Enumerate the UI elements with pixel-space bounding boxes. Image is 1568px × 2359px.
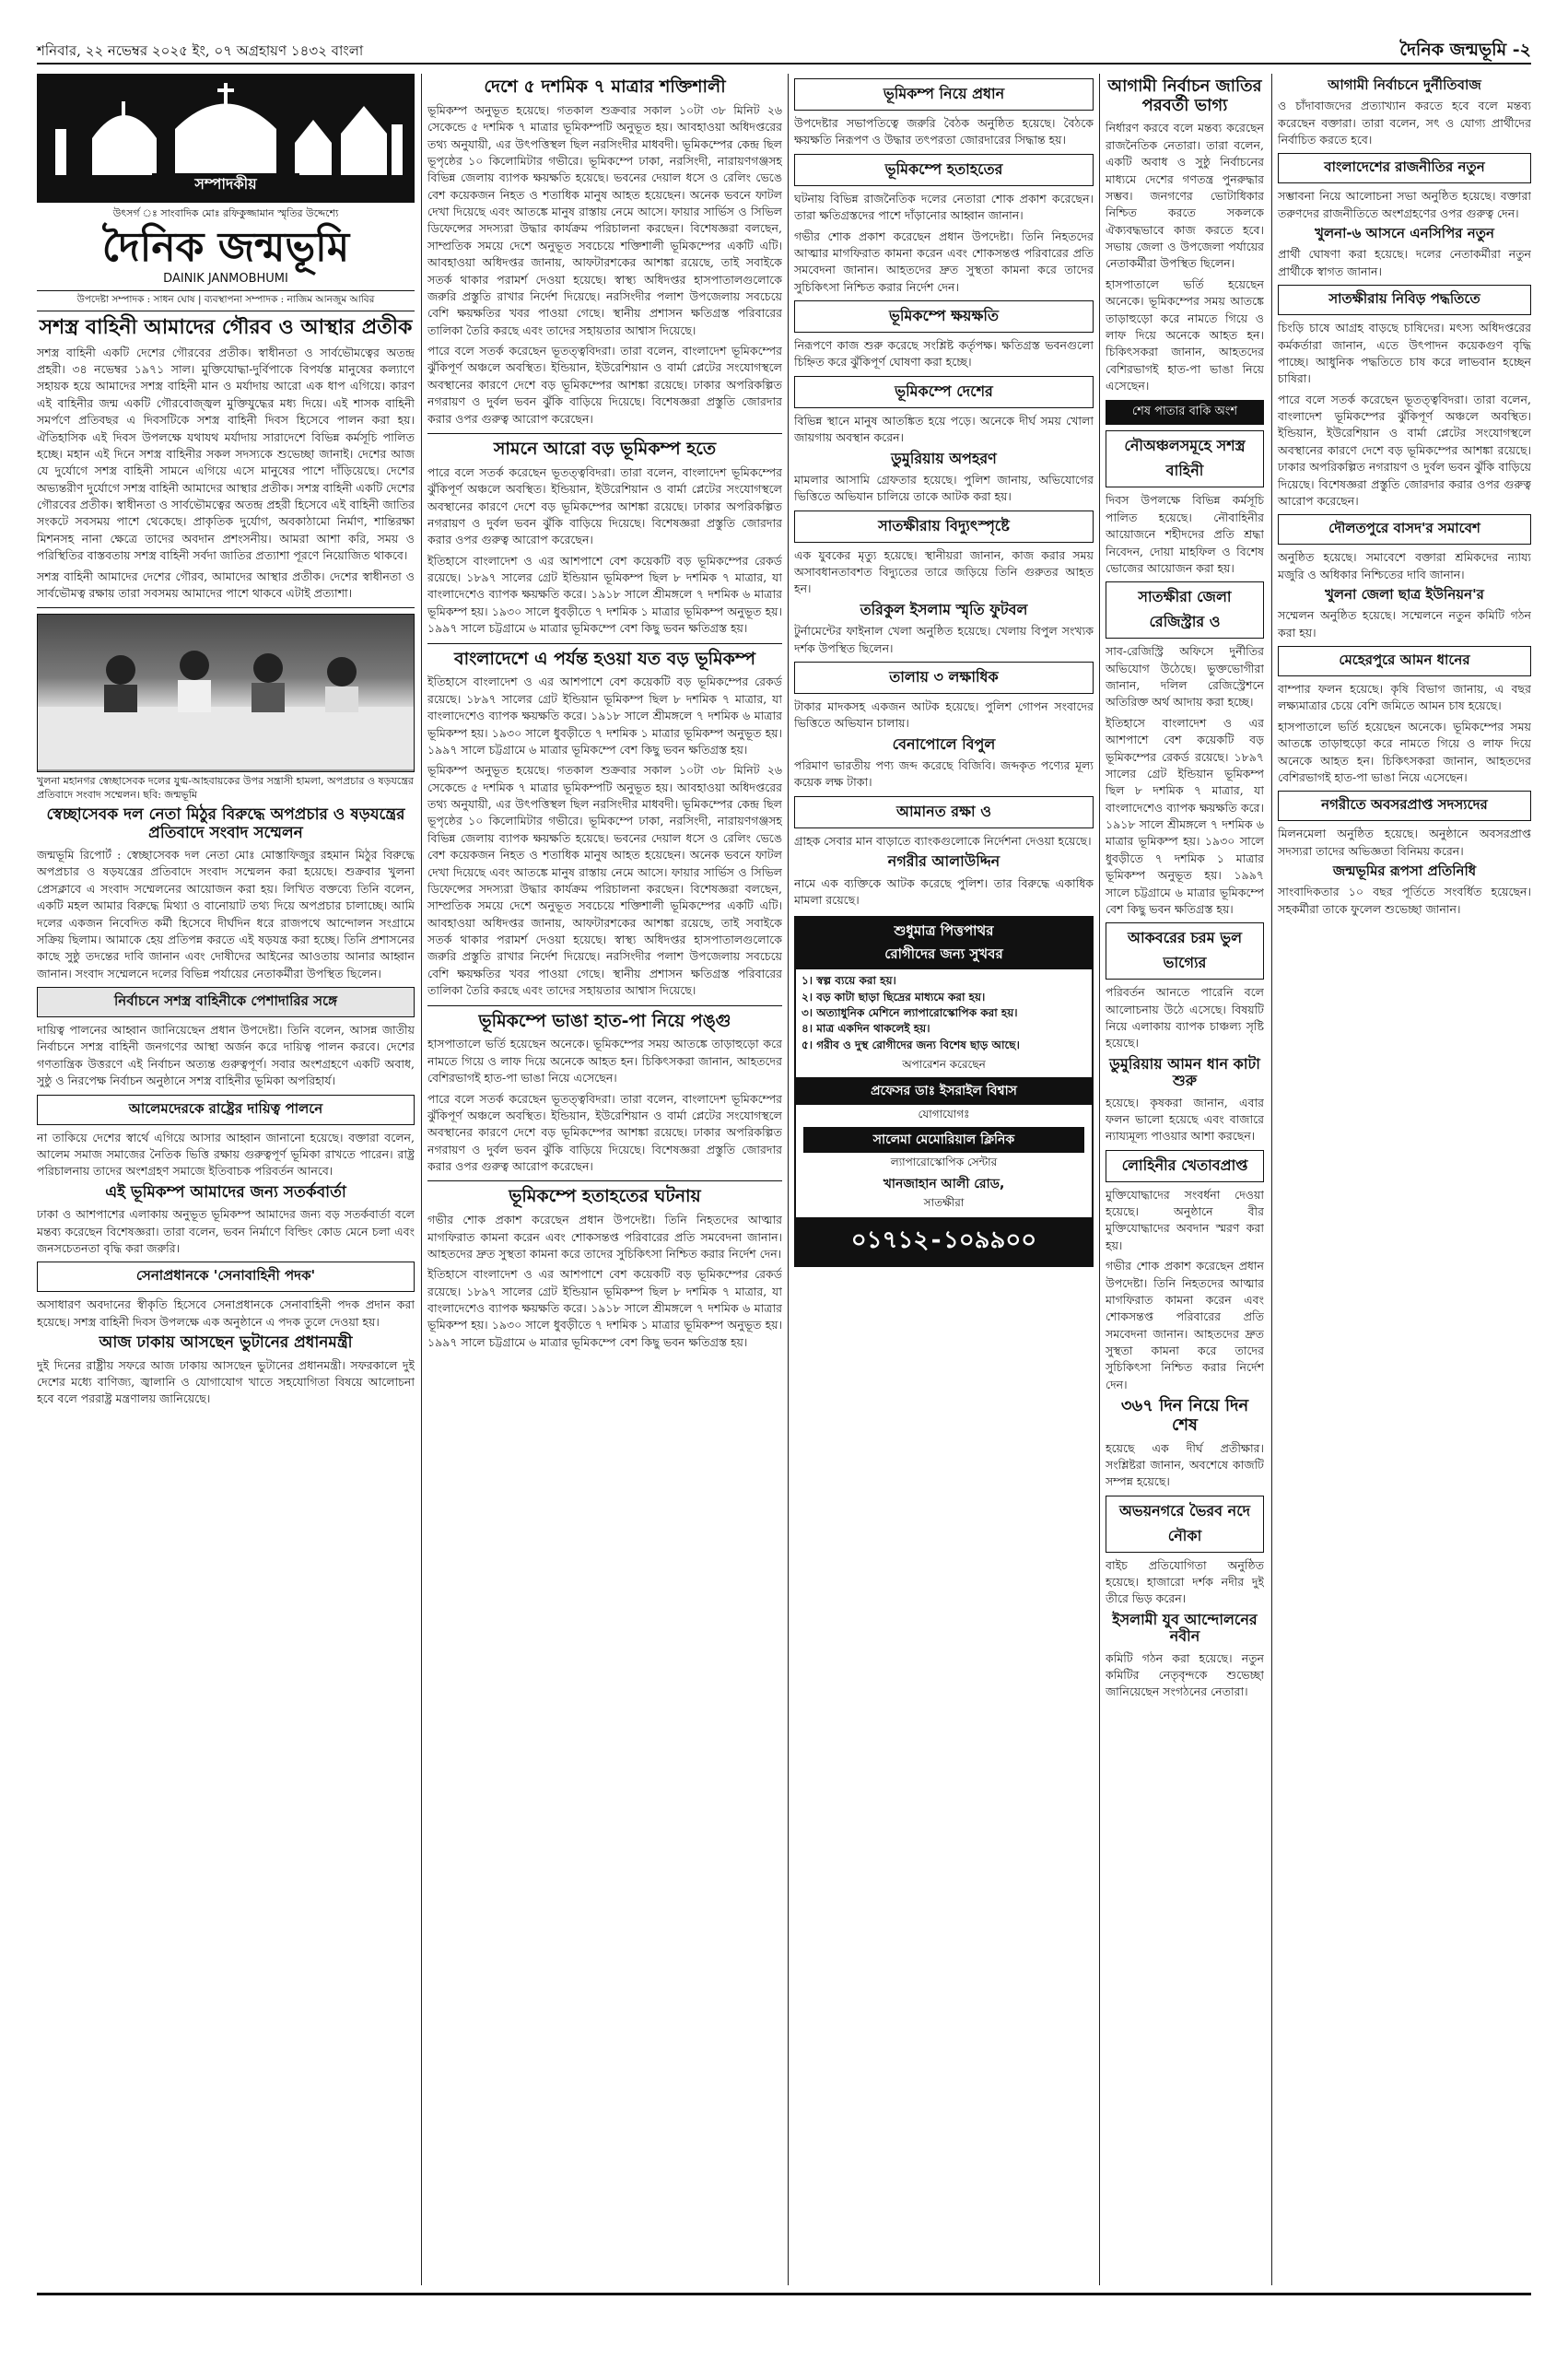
story-body: দুই দিনের রাষ্ট্রীয় সফরে আজ ঢাকায় আসছেন ভুটানের প্রধানমন্ত্রী। সফরকালে দুই দেশের মধ্যে বাণিজ্য, জ্বালানি ও যোগাযোগ খাতে সহযোগিতা বিষয়ে আলোচনা হবে বলে পররাষ্ট্র মন্ত্রণালয় জানিয়েছে। — [37, 1357, 415, 1406]
ad-item: ৪। মাত্র একদিন থাকলেই হয়। — [802, 1022, 930, 1036]
story-headline: ভূমিকম্পে দেশের — [794, 376, 1094, 408]
masthead-english: DAINIK JANMOBHUMI — [163, 272, 288, 287]
editorial-column — [37, 74, 415, 2285]
story-body: পরিমাণ ভারতীয় পণ্য জব্দ করেছে বিজিবি। জব্দকৃত পণ্যের মূল্য কয়েক লক্ষ টাকা। — [794, 758, 1094, 790]
ad-item: ৫। গরীব ও দুস্থ রোগীদের জন্য বিশেষ ছাড় আছে। — [802, 1038, 1020, 1051]
story-body: গভীর শোক প্রকাশ করেছেন প্রধান উপদেষ্টা। তিনি নিহতদের আত্মার মাগফিরাত কামনা করেন এবং শোকসন্তপ্ত পরিবারের প্রতি সমবেদনা জানান। আহতদের দ্রুত সুস্থতা কামনা করে তাদের সুচিকিৎসা নিশ্চিত করার নির্দেশ দেন। — [427, 1213, 782, 1261]
ad-road: খানজাহান আলী রোড, — [883, 1177, 1005, 1192]
story-body: গভীর শোক প্রকাশ করেছেন প্রধান উপদেষ্টা। তিনি নিহতদের আত্মার মাগফিরাত কামনা করেন এবং শোকসন্তপ্ত পরিবারের প্রতি সমবেদনা জানান। আহতদের দ্রুত সুস্থতা কামনা করে তাদের সুচিকিৎসা নিশ্চিত করার নির্দেশ দেন। — [1106, 1259, 1264, 1391]
story-body: মিলনমেলা অনুষ্ঠিত হয়েছে। অনুষ্ঠানে অবসরপ্রাপ্ত সদস্যরা তাদের অভিজ্ঞতা বিনিময় করেন। — [1278, 827, 1531, 858]
story-body: ভূমিকম্প অনুভূত হয়েছে। গতকাল শুক্রবার সকাল ১০টা ৩৮ মিনিট ২৬ সেকেন্ডে ৫ দশমিক ৭ মাত্রার ভূমিকম্পটি অনুভূত হয়। আবহাওয়া অধিদপ্তরের তথ্য অনুযায়ী, এর উৎপত্তিস্থল ছিল নরসিংদীর মাধবদী। ভূমিকম্পের কেন্দ্র ছিল ভূপৃষ্ঠের ১০ কিলোমিটার গভীরে। ভূমিকম্পে ঢাকা, নরসিংদী, নারায়ণগঞ্জসহ বিভিন্ন জেলায় ব্যাপক ক্ষয়ক্ষতি হয়েছে। ভবনের দেয়াল ধসে ও রেলিং ভেঙে বেশ কয়েকজন নিহত ও শতাধিক মানুষ আহত হয়েছেন। অনেক ভবনে ফাটল দেখা দিয়েছে এবং আতঙ্কে মানুষ রাস্তায় নেমে আসে। ফায়ার সার্ভিস ও সিভিল ডিফেন্সের সদস্যরা উদ্ধার কার্যক্রম পরিচালনা করছেন। বিশেষজ্ঞরা বলছেন, সাম্প্রতিক সময়ে দেশে অনুভূত সবচেয়ে শক্তিশালী ভূমিকম্পের একটি এটি। আবহাওয়া অধিদপ্তর জানায়, আফটারশকের আশঙ্কা রয়েছে, তাই সবাইকে সতর্ক থাকার পরামর্শ দেওয়া হয়েছে। স্বাস্থ্য অধিদপ্তর হাসপাতালগুলোকে জরুরি প্রস্তুতি রাখার নির্দেশ দিয়েছে। নরসিংদীর পলাশ উপজেলায় সবচেয়ে বেশি ক্ষয়ক্ষতির খবর পাওয়া গেছে। স্থানীয় প্রশাসন ক্ষতিগ্রস্ত পরিবারের তালিকা তৈরি করছে এবং তাদের সহায়তার আশ্বাস দিয়েছে। — [427, 102, 782, 337]
ad-doctor: প্রফেসর ডাঃ ইসরাইল বিশ্বাস — [796, 1077, 1092, 1105]
story-body: ইতিহাসে বাংলাদেশ ও এর আশপাশে বেশ কয়েকটি বড় ভূমিকম্পের রেকর্ড রয়েছে। ১৮৯৭ সালের গ্রেট ইন্ডিয়ান ভূমিকম্প ছিল ৮ দশমিক ৭ মাত্রার, যা বাংলাদেশেও ব্যাপক ক্ষয়ক্ষতি করে। ১৯১৮ সালে শ্রীমঙ্গলে ৭ দশমিক ৬ মাত্রার ভূমিকম্প হয়। ১৯৩০ সালে ধুবড়ীতে ৭ দশমিক ১ মাত্রার ভূমিকম্প অনুভূত হয়। ১৯৯৭ সালে চট্টগ্রামে ৬ মাত্রার ভূমিকম্পে বেশ কিছু ভবন ক্ষতিগ্রস্ত হয়। — [427, 553, 782, 636]
story-headline: ৩৬৭ দিন নিয়ে দিন শেষ — [1120, 1396, 1249, 1435]
story-body: চিংড়ি চাষে আগ্রহ বাড়ছে চাষিদের। মৎস্য অধিদপ্তরের কর্মকর্তারা জানান, এতে উৎপাদন কয়েকগুণ বৃদ্ধি পাচ্ছে। আধুনিক পদ্ধতিতে চাষ করে লাভবান হচ্ছেন চাষিরা। — [1278, 321, 1531, 386]
story-headline: আমানত রক্ষা ও — [794, 796, 1094, 828]
divider — [427, 1180, 782, 1181]
story-headline: ডুমুরিয়ায় অপহরণ — [891, 449, 997, 467]
column-2 — [427, 74, 782, 2285]
story-headline: আকবরের চরম ভুল ভাগ্যের — [1106, 922, 1264, 980]
divider — [427, 1005, 782, 1006]
divider — [427, 433, 782, 434]
column-4 — [1106, 74, 1264, 2285]
ad-item: ২। বড় কাটা ছাড়া ছিদ্রের মাধ্যমে করা হয়। — [802, 990, 986, 1003]
story-headline: খুলনা-৬ আসনে এনসিপির নতুন — [1315, 225, 1494, 242]
story-body: উপদেষ্টার সভাপতিত্বে জরুরি বৈঠক অনুষ্ঠিত হয়েছে। বৈঠকে ক্ষয়ক্ষতি নিরূপণ ও উদ্ধার তৎপরতা জোরদারের সিদ্ধান্ত হয়। — [794, 116, 1094, 147]
ad-surgeon-label: অপারেশন করেছেন — [902, 1058, 986, 1072]
story-body: টুর্নামেন্টের ফাইনাল খেলা অনুষ্ঠিত হয়েছে। খেলায় বিপুল সংখ্যক দর্শক উপস্থিত ছিলেন। — [794, 624, 1094, 655]
story-body: অনুষ্ঠিত হয়েছে। সমাবেশে বক্তারা শ্রমিকদের ন্যায্য মজুরি ও অধিকার নিশ্চিতের দাবি জানান। — [1278, 550, 1531, 581]
editorial-closing: সশস্ত্র বাহিনী আমাদের দেশের গৌরব, আমাদের আস্থার প্রতীক। দেশের স্বাধীনতা ও সার্বভৌমত্ব রক্ষায় তারা সবসময় আমাদের পাশে থাকবে এটাই প্রত্যাশা। — [37, 569, 415, 600]
ad-clinic: সালেমা মেমোরিয়াল ক্লিনিক — [803, 1127, 1084, 1153]
story-headline: সাতক্ষীরা জেলা রেজিস্ট্রার ও — [1106, 581, 1264, 639]
story-headline: ভূমিকম্পে হতাহতের ঘটনায় — [509, 1186, 701, 1207]
story-body: ও চাঁদাবাজদের প্রত্যাখ্যান করতে হবে বলে মন্তব্য করেছেন বক্তারা। তারা বলেন, সৎ ও যোগ্য প্রার্থীদের নির্বাচিত করতে হবে। — [1278, 99, 1531, 147]
ad-address: সাতক্ষীরা — [923, 1196, 965, 1210]
column-rule — [1099, 74, 1100, 2285]
story-headline: লোহিনীর খেতাবপ্রাপ্ত — [1106, 1150, 1264, 1182]
story-headline: জন্মভূমির রূপসা প্রতিনিধি — [1332, 863, 1477, 879]
editorial-headline: সশস্ত্র বাহিনী আমাদের গৌরব ও আস্থার প্রতীক — [39, 316, 413, 340]
story-headline: নগরীতে অবসরপ্রাপ্ত সদস্যদের — [1278, 791, 1531, 821]
story-body: সাব-রেজিস্ট্রি অফিসে দুর্নীতির অভিযোগ উঠেছে। ভুক্তভোগীরা জানান, দলিল রেজিস্ট্রেশনে অতিরিক্ত অর্থ আদায় করা হচ্ছে। — [1106, 644, 1264, 710]
ad-phone: ০১৭১২-১০৯৯০০ — [796, 1217, 1092, 1265]
press-conference-photo — [37, 614, 415, 772]
story-headline: স্বেচ্ছাসেবক দল নেতা মিঠুর বিরুদ্ধে অপপ্রচার ও ষড়যন্ত্রের প্রতিবাদে সংবাদ সম্মেলন — [46, 805, 405, 842]
story-headline: তরিকুল ইসলাম স্মৃতি ফুটবল — [860, 600, 1028, 618]
divider — [427, 643, 782, 644]
story-body: প্রার্থী ঘোষণা করা হয়েছে। দলের নেতাকর্মীরা নতুন প্রার্থীকে স্বাগত জানান। — [1278, 247, 1531, 278]
ad-clinic-sub: ল্যাপারোস্কোপিক সেন্টার — [890, 1156, 998, 1169]
story-body: সম্ভাবনা নিয়ে আলোচনা সভা অনুষ্ঠিত হয়েছে। বক্তারা তরুণদের রাজনীতিতে অংশগ্রহণের ওপর গুরুত্ব দেন। — [1278, 189, 1531, 220]
story-headline: বেনাপোলে বিপুল — [892, 734, 996, 753]
story-body: হয়েছে। কৃষকরা জানান, এবার ফলন ভালো হয়েছে এবং বাজারে ন্যায্যমূল্য পাওয়ার আশা করছেন। — [1106, 1095, 1264, 1144]
story-body: সম্মেলন অনুষ্ঠিত হয়েছে। সম্মেলনে নতুন কমিটি গঠন করা হয়। — [1278, 608, 1531, 640]
story-body: ঘটনায় বিভিন্ন রাজনৈতিক দলের নেতারা শোক প্রকাশ করেছেন। তারা ক্ষতিগ্রস্তদের পাশে দাঁড়ানোর আহ্বান জানান। — [794, 191, 1094, 223]
story-body: টাকার মাদকসহ একজন আটক হয়েছে। পুলিশ গোপন সংবাদের ভিত্তিতে অভিযান চালায়। — [794, 698, 1094, 731]
story-body: দিবস উপলক্ষে বিভিন্ন কর্মসূচি পালিত হয়েছে। নৌবাহিনীর আয়োজনে শহীদদের প্রতি শ্রদ্ধা নিবেদন, দোয়া মাহফিল ও বিশেষ ভোজের আয়োজন করা হয়। — [1106, 493, 1264, 575]
story-headline: অভয়নগরে ভৈরব নদে নৌকা — [1106, 1496, 1264, 1553]
story-body: মামলার আসামি গ্রেফতার হয়েছে। পুলিশ জানায়, অভিযোগের ভিত্তিতে অভিযান চালিয়ে তাকে আটক করা হয়। — [794, 472, 1094, 504]
story-headline: নৌঅঞ্চলসমূহে সশস্ত্র বাহিনী — [1106, 430, 1264, 487]
story-body: বিভিন্ন স্থানে মানুষ আতঙ্কিত হয়ে পড়ে। অনেকে দীর্ঘ সময় খোলা জায়গায় অবস্থান করেন। — [794, 413, 1094, 445]
story-body: না তাকিয়ে দেশের স্বার্থে এগিয়ে আসার আহ্বান জানানো হয়েছে। বক্তারা বলেন, আলেম সমাজ সমাজের নৈতিক ভিত্তি রক্ষায় গুরুত্বপূর্ণ ভূমিকা রাখতে পারেন। রাষ্ট্র পরিচালনায় তাদের অংশগ্রহণ সমাজে ইতিবাচক পরিবর্তন আনবে। — [37, 1130, 415, 1179]
editors-line: উপদেষ্টা সম্পাদক : সাধন ঘোষ | ব্যবস্থাপনা সম্পাদক : নাজিম আনজুম আবির — [37, 290, 415, 311]
ad-line-1: শুধুমাত্র পিত্তপাথর — [894, 922, 994, 940]
story-headline: দেশে ৫ দশমিক ৭ মাত্রার শক্তিশালী — [484, 76, 726, 97]
photo-caption: খুলনা মহানগর স্বেচ্ছাসেবক দলের যুগ্ম-আহবায়কের উপর সন্ত্রাসী হামলা, অপপ্রচার ও ষড়যন্ত্রের প্রতিবাদে সংবাদ সম্মেলন। ছবি: জন্মভূমি — [37, 775, 414, 802]
column-rule — [788, 74, 789, 2285]
story-body: হয়েছে এক দীর্ঘ প্রতীক্ষার। সংশ্লিষ্টরা জানান, অবশেষে কাজটি সম্পন্ন হয়েছে। — [1106, 1440, 1264, 1489]
story-headline: আগামী নির্বাচন জাতির পরবর্তী ভাগ্য — [1107, 76, 1262, 115]
column-5 — [1271, 74, 1531, 2285]
dateline: শনিবার, ২২ নভেম্বর ২০২৫ ইং, ০৭ অগ্রহায়ণ ১৪৩২ বাংলা — [37, 42, 364, 59]
story-body: গভীর শোক প্রকাশ করেছেন প্রধান উপদেষ্টা। তিনি নিহতদের আত্মার মাগফিরাত কামনা করেন এবং শোকসন্তপ্ত পরিবারের প্রতি সমবেদনা জানান। আহতদের দ্রুত সুস্থতা কামনা করে তাদের সুচিকিৎসা নিশ্চিত করার নির্দেশ দেন। — [794, 229, 1094, 294]
editorial-label: সম্পাদকীয় — [152, 173, 299, 195]
column-3 — [794, 74, 1094, 2285]
story-body: পারে বলে সতর্ক করেছেন ভূতত্ত্ববিদরা। তারা বলেন, বাংলাদেশ ভূমিকম্পের ঝুঁকিপূর্ণ অঞ্চলে অবস্থিত। ইন্ডিয়ান, ইউরেশিয়ান ও বার্মা প্লেটের সংযোগস্থলে অবস্থানের কারণে দেশে বড় ভূমিকম্পের আশঙ্কা রয়েছে। ঢাকার অপরিকল্পিত নগরায়ণ ও দুর্বল ভবন ঝুঁকি বাড়িয়ে দিয়েছে। বিশেষজ্ঞরা প্রস্তুতি জোরদার করার ওপর গুরুত্ব আরোপ করেছেন। — [1278, 392, 1531, 508]
top-bar — [37, 37, 1531, 65]
dedication: উৎসর্গ ঃ সাংবাদিক মোঃ রফিকুজ্জামান স্মৃতির উদ্দেশ্যে — [112, 207, 339, 219]
story-headline: ভূমিকম্পে ক্ষয়ক্ষতি — [794, 300, 1094, 333]
story-body: হাসপাতালে ভর্তি হয়েছেন অনেকে। ভূমিকম্পের সময় আতঙ্কে তাড়াহুড়ো করে নামতে গিয়ে ও লাফ দিয়ে অনেকে আহত হন। চিকিৎসকরা জানান, আহতদের বেশিরভাগই হাত-পা ভাঙা নিয়ে এসেছেন। — [1106, 276, 1264, 393]
story-body: ইতিহাসে বাংলাদেশ ও এর আশপাশে বেশ কয়েকটি বড় ভূমিকম্পের রেকর্ড রয়েছে। ১৮৯৭ সালের গ্রেট ইন্ডিয়ান ভূমিকম্প ছিল ৮ দশমিক ৭ মাত্রার, যা বাংলাদেশেও ব্যাপক ক্ষয়ক্ষতি করে। ১৯১৮ সালে শ্রীমঙ্গলে ৭ দশমিক ৬ মাত্রার ভূমিকম্প হয়। ১৯৩০ সালে ধুবড়ীতে ৭ দশমিক ১ মাত্রার ভূমিকম্প অনুভূত হয়। ১৯৯৭ সালে চট্টগ্রামে ৬ মাত্রার ভূমিকম্পে বেশ কিছু ভবন ক্ষতিগ্রস্ত হয়। — [427, 675, 782, 757]
story-headline: আলেমদেরকে রাষ্ট্রের দায়িত্ব পালনে — [37, 1095, 415, 1125]
story-headline: সাতক্ষীরায় নিবিড় পদ্ধতিতে — [1278, 285, 1531, 315]
story-headline: বাংলাদেশের রাজনীতির নতুন — [1278, 153, 1531, 183]
masthead: দৈনিক জন্মভূমি — [101, 224, 350, 271]
story-body: ঢাকা ও আশপাশের এলাকায় অনুভূত ভূমিকম্প আমাদের জন্য বড় সতর্কবার্তা বলে মন্তব্য করেছেন বিশেষজ্ঞরা। তারা বলেন, ভবন নির্মাণে বিল্ডিং কোড মেনে চলা এবং জনসচেতনতা বৃদ্ধি করা জরুরি। — [37, 1207, 415, 1256]
story-body: নির্ধারণ করবে বলে মন্তব্য করেছেন রাজনৈতিক নেতারা। তারা বলেন, একটি অবাধ ও সুষ্ঠু নির্বাচনের মাধ্যমে দেশের গণতন্ত্র পুনরুদ্ধার সম্ভব। জনগণের ভোটাধিকার নিশ্চিত করতে সকলকে ঐক্যবদ্ধভাবে কাজ করতে হবে। সভায় জেলা ও উপজেলা পর্যায়ের নেতাকর্মীরা উপস্থিত ছিলেন। — [1106, 121, 1264, 271]
story-body: বাম্পার ফলন হয়েছে। কৃষি বিভাগ জানায়, এ বছর লক্ষ্যমাত্রার চেয়ে বেশি জমিতে আমন চাষ হয়েছে। — [1278, 682, 1531, 713]
ad-item: ১। স্বল্প ব্যয়ে করা হয়। — [802, 974, 896, 988]
story-body: ভূমিকম্প অনুভূত হয়েছে। গতকাল শুক্রবার সকাল ১০টা ৩৮ মিনিট ২৬ সেকেন্ডে ৫ দশমিক ৭ মাত্রার ভূমিকম্পটি অনুভূত হয়। আবহাওয়া অধিদপ্তরের তথ্য অনুযায়ী, এর উৎপত্তিস্থল ছিল নরসিংদীর মাধবদী। ভূমিকম্পের কেন্দ্র ছিল ভূপৃষ্ঠের ১০ কিলোমিটার গভীরে। ভূমিকম্পে ঢাকা, নরসিংদী, নারায়ণগঞ্জসহ বিভিন্ন জেলায় ব্যাপক ক্ষয়ক্ষতি হয়েছে। ভবনের দেয়াল ধসে ও রেলিং ভেঙে বেশ কয়েকজন নিহত ও শতাধিক মানুষ আহত হয়েছেন। অনেক ভবনে ফাটল দেখা দিয়েছে এবং আতঙ্কে মানুষ রাস্তায় নেমে আসে। ফায়ার সার্ভিস ও সিভিল ডিফেন্সের সদস্যরা উদ্ধার কার্যক্রম পরিচালনা করছেন। বিশেষজ্ঞরা বলছেন, সাম্প্রতিক সময়ে দেশে অনুভূত সবচেয়ে শক্তিশালী ভূমিকম্পের একটি এটি। আবহাওয়া অধিদপ্তর জানায়, আফটারশকের আশঙ্কা রয়েছে, তাই সবাইকে সতর্ক থাকার পরামর্শ দেওয়া হয়েছে। স্বাস্থ্য অধিদপ্তর হাসপাতালগুলোকে জরুরি প্রস্তুতি রাখার নির্দেশ দিয়েছে। নরসিংদীর পলাশ উপজেলায় সবচেয়ে বেশি ক্ষয়ক্ষতির খবর পাওয়া গেছে। স্থানীয় প্রশাসন ক্ষতিগ্রস্ত পরিবারের তালিকা তৈরি করছে এবং তাদের সহায়তার আশ্বাস দিয়েছে। — [427, 763, 782, 998]
story-body: পরিবর্তন আনতে পারেনি বলে আলোচনায় উঠে এসেছে। বিষয়টি নিয়ে এলাকায় ব্যাপক চাঞ্চল্য সৃষ্টি হয়েছে। — [1106, 985, 1264, 1050]
bottom-rule — [37, 2293, 1531, 2295]
story-headline: সাতক্ষীরায় বিদ্যুৎস্পৃষ্টে — [794, 511, 1094, 543]
story-body: কমিটি গঠন করা হয়েছে। নতুন কমিটির নেতৃবৃন্দকে শুভেচ্ছা জানিয়েছেন সংগঠনের নেতারা। — [1106, 1650, 1264, 1699]
column-rule — [421, 74, 422, 2285]
story-body: নিরূপণে কাজ শুরু করেছে সংশ্লিষ্ট কর্তৃপক্ষ। ক্ষতিগ্রস্ত ভবনগুলো চিহ্নিত করে ঝুঁকিপূর্ণ ঘোষণা করা হচ্ছে। — [794, 338, 1094, 370]
story-body: সাংবাদিকতার ১০ বছর পূর্তিতে সংবর্ধিত হয়েছেন। সহকর্মীরা তাকে ফুলেল শুভেচ্ছা জানান। — [1278, 885, 1531, 916]
story-body: মুক্তিযোদ্ধাদের সংবর্ধনা দেওয়া হয়েছে। অনুষ্ঠানে বীর মুক্তিযোদ্ধাদের অবদান স্মরণ করা হয়। — [1106, 1187, 1264, 1252]
editorial-body: সশস্ত্র বাহিনী একটি দেশের গৌরবের প্রতীক। স্বাধীনতা ও সার্বভৌমত্বের অতন্দ্র প্রহরী। ৩৪ নভেম্বর ১৯৭১ সাল। মুক্তিযোদ্ধা-দুর্বিপাকে বিপর্যস্ত মানুষের কল্যাণে সহায়ক হয়ে আমাদের সশস্ত্র বাহিনী মান ও মর্যাদায় আরো এক ধাপ এগিয়ে। কারণ এই বাহিনীর জন্ম একটি গৌরবোজ্জ্বল মুক্তিযুদ্ধের মধ্য দিয়ে। এই শাসক বাহিনী সমর্পণে প্রতিবছর এ দিবসটিকে সশস্ত্র বাহিনী দিবস হিসেবে পালন করা হয়। ঐতিহাসিক এই দিবস উপলক্ষে যথাযথ মর্যাদায় সারাদেশে বিভিন্ন কর্মসূচি পালিত হচ্ছে। মহান এই দিনে সশস্ত্র বাহিনীর সকল সদস্যকে শুভেচ্ছা জানাই। দেশের আজ যে দুর্যোগে সশস্ত্র বাহিনী সামনে এগিয়ে এসে মানুষের পাশে দাঁড়িয়েছে। দেশের অভ্যন্তরীণ দুর্যোগে সশস্ত্র বাহিনী আমাদের আস্থার প্রতীক। সশস্ত্র বাহিনী একটি দেশের গৌরবের প্রতীক। স্বাধীনতা ও সার্বভৌমত্বের অতন্দ্র প্রহরী হিসেবে এই বাহিনী জাতির সংকটে সবসময় পাশে থেকেছে। প্রাকৃতিক দুর্যোগ, অবকাঠামো নির্মাণ, শান্তিরক্ষা মিশনসহ নানা ক্ষেত্রে তাদের অবদান প্রশংসনীয়। আমরা আশা করি, সময় ও পরিস্থিতির বাস্তবতায় সশস্ত্র বাহিনী সর্বদা জাতির প্রত্যাশা পূরণে নিয়োজিত থাকবে। — [37, 345, 415, 563]
story-headline: ইসলামী যুব আন্দোলনের নবীন — [1112, 1610, 1258, 1646]
story-body: ইতিহাসে বাংলাদেশ ও এর আশপাশে বেশ কয়েকটি বড় ভূমিকম্পের রেকর্ড রয়েছে। ১৮৯৭ সালের গ্রেট ইন্ডিয়ান ভূমিকম্প ছিল ৮ দশমিক ৭ মাত্রার, যা বাংলাদেশেও ব্যাপক ক্ষয়ক্ষতি করে। ১৯১৮ সালে শ্রীমঙ্গলে ৭ দশমিক ৬ মাত্রার ভূমিকম্প হয়। ১৯৩০ সালে ধুবড়ীতে ৭ দশমিক ১ মাত্রার ভূমিকম্প অনুভূত হয়। ১৯৯৭ সালে চট্টগ্রামে ৬ মাত্রার ভূমিকম্পে বেশ কিছু ভবন ক্ষতিগ্রস্ত হয়। — [427, 1267, 782, 1349]
story-headline: দৌলতপুরে বাসদ'র সমাবেশ — [1278, 514, 1531, 545]
story-body: হাসপাতালে ভর্তি হয়েছেন অনেকে। ভূমিকম্পের সময় আতঙ্কে তাড়াহুড়ো করে নামতে গিয়ে ও লাফ দিয়ে অনেকে আহত হন। চিকিৎসকরা জানান, আহতদের বেশিরভাগই হাত-পা ভাঙা নিয়ে এসেছেন। — [427, 1037, 782, 1086]
story-headline: সেনাপ্রধানকে 'সেনাবাহিনী পদক' — [37, 1262, 415, 1292]
story-headline: এই ভূমিকম্প আমাদের জন্য সতর্কবার্তা — [105, 1182, 346, 1202]
story-headline: সামনে আরো বড় ভূমিকম্প হতে — [493, 438, 717, 459]
story-body: জন্মভূমি রিপোর্ট : স্বেচ্ছাসেবক দল নেতা মোঃ মোস্তাফিজুর রহমান মিঠুর বিরুদ্ধে অপপ্রচার ও ষড়যন্ত্রের প্রতিবাদে সংবাদ সম্মেলন করা হয়েছে। শুক্রবার খুলনা প্রেসক্লাবে এ সংবাদ সম্মেলনের আয়োজন করা হয়। লিখিত বক্তব্যে তিনি বলেন, একটি মহল আমার বিরুদ্ধে মিথ্যা ও বানোয়াট তথ্য দিয়ে অপপ্রচার চালাচ্ছে। আমি দলের একজন নিবেদিত কর্মী হিসেবে দীর্ঘদিন ধরে রাজপথে আন্দোলন সংগ্রামে সক্রিয় ছিলাম। আমাকে হেয় প্রতিপন্ন করতে এই ষড়যন্ত্র করা হচ্ছে। তিনি প্রশাসনের কাছে সুষ্ঠু তদন্তের দাবি জানান এবং দোষীদের আইনের আওতায় আনার আহ্বান জানান। সংবাদ সম্মেলনে দলের বিভিন্ন পর্যায়ের নেতাকর্মীরা উপস্থিত ছিলেন। — [37, 848, 415, 980]
ad-contact-label: যোগাযোগঃ — [918, 1108, 970, 1121]
story-body: ইতিহাসে বাংলাদেশ ও এর আশপাশে বেশ কয়েকটি বড় ভূমিকম্পের রেকর্ড রয়েছে। ১৮৯৭ সালের গ্রেট ইন্ডিয়ান ভূমিকম্প ছিল ৮ দশমিক ৭ মাত্রার, যা বাংলাদেশেও ব্যাপক ক্ষয়ক্ষতি করে। ১৯১৮ সালে শ্রীমঙ্গলে ৭ দশমিক ৬ মাত্রার ভূমিকম্প হয়। ১৯৩০ সালে ধুবড়ীতে ৭ দশমিক ১ মাত্রার ভূমিকম্প অনুভূত হয়। ১৯৯৭ সালে চট্টগ্রামে ৬ মাত্রার ভূমিকম্পে বেশ কিছু ভবন ক্ষতিগ্রস্ত হয়। — [1106, 715, 1264, 916]
story-body: হাসপাতালে ভর্তি হয়েছেন অনেকে। ভূমিকম্পের সময় আতঙ্কে তাড়াহুড়ো করে নামতে গিয়ে ও লাফ দিয়ে অনেকে আহত হন। চিকিৎসকরা জানান, আহতদের বেশিরভাগই হাত-পা ভাঙা নিয়ে এসেছেন। — [1278, 719, 1531, 784]
ad-line-2: রোগীদের জন্য সুখবর — [884, 945, 1003, 963]
story-body: পারে বলে সতর্ক করেছেন ভূতত্ত্ববিদরা। তারা বলেন, বাংলাদেশ ভূমিকম্পের ঝুঁকিপূর্ণ অঞ্চলে অবস্থিত। ইন্ডিয়ান, ইউরেশিয়ান ও বার্মা প্লেটের সংযোগস্থলে অবস্থানের কারণে দেশে বড় ভূমিকম্পের আশঙ্কা রয়েছে। ঢাকার অপরিকল্পিত নগরায়ণ ও দুর্বল ভবন ঝুঁকি বাড়িয়ে দিয়েছে। বিশেষজ্ঞরা প্রস্তুতি জোরদার করার ওপর গুরুত্ব আরোপ করেছেন। — [427, 1091, 782, 1173]
story-headline: ভূমিকম্পে ভাঙা হাত-পা নিয়ে পঙ্গু — [478, 1010, 731, 1031]
ad-item: ৩। অত্যাধুনিক মেশিনে ল্যাপারোস্কোপিক করা হয়। — [802, 1006, 1018, 1020]
story-headline: ভূমিকম্প নিয়ে প্রধান — [794, 78, 1094, 111]
story-body: পারে বলে সতর্ক করেছেন ভূতত্ত্ববিদরা। তারা বলেন, বাংলাদেশ ভূমিকম্পের ঝুঁকিপূর্ণ অঞ্চলে অবস্থিত। ইন্ডিয়ান, ইউরেশিয়ান ও বার্মা প্লেটের সংযোগস্থলে অবস্থানের কারণে দেশে বড় ভূমিকম্পের আশঙ্কা রয়েছে। ঢাকার অপরিকল্পিত নগরায়ণ ও দুর্বল ভবন ঝুঁকি বাড়িয়ে দিয়েছে। বিশেষজ্ঞরা প্রস্তুতি জোরদার করার ওপর গুরুত্ব আরোপ করেছেন। — [427, 464, 782, 547]
story-headline: বাংলাদেশে এ পর্যন্ত হওয়া যত বড় ভূমিকম্প — [454, 648, 755, 669]
story-headline: মেহেরপুরে আমন ধানের — [1278, 646, 1531, 676]
story-body: অসাধারণ অবদানের স্বীকৃতি হিসেবে সেনাপ্রধানকে সেনাবাহিনী পদক প্রদান করা হয়েছে। সশস্ত্র বাহিনী দিবস উপলক্ষে এক অনুষ্ঠানে এ পদক তুলে দেওয়া হয়। — [37, 1297, 415, 1329]
story-headline: নগরীর আলাউদ্দিন — [887, 852, 1000, 871]
people-at-table-icon — [38, 615, 414, 769]
continued-banner: শেষ পাতার বাকি অংশ — [1106, 400, 1264, 425]
story-headline: ডুমুরিয়ায় আমন ধান কাটা শুরু — [1109, 1054, 1260, 1090]
story-body: এক যুবকের মৃত্যু হয়েছে। স্থানীয়রা জানান, কাজ করার সময় অসাবধানতাবশত বিদ্যুতের তারে জড়িয়ে তিনি গুরুতর আহত হন। — [794, 547, 1094, 596]
story-headline: নির্বাচনে সশস্ত্র বাহিনীকে পেশাদারির সঙ্গে — [37, 987, 415, 1017]
story-body: দায়িত্ব পালনের আহ্বান জানিয়েছেন প্রধান উপদেষ্টা। তিনি বলেন, আসন্ন জাতীয় নির্বাচনে সশস্ত্র বাহিনী জনগণের আস্থা অর্জন করে দায়িত্ব পালন করবে। দেশের গণতান্ত্রিক উত্তরণে এই নির্বাচন অত্যন্ত গুরুত্বপূর্ণ। সবার অংশগ্রহণে একটি অবাধ, সুষ্ঠু ও নিরপেক্ষ নির্বাচন অনুষ্ঠানে সশস্ত্র বাহিনীর ভূমিকা অপরিহার্য। — [37, 1023, 415, 1088]
story-body: পারে বলে সতর্ক করেছেন ভূতত্ত্ববিদরা। তারা বলেন, বাংলাদেশ ভূমিকম্পের ঝুঁকিপূর্ণ অঞ্চলে অবস্থিত। ইন্ডিয়ান, ইউরেশিয়ান ও বার্মা প্লেটের সংযোগস্থলে অবস্থানের কারণে দেশে বড় ভূমিকম্পের আশঙ্কা রয়েছে। ঢাকার অপরিকল্পিত নগরায়ণ ও দুর্বল ভবন ঝুঁকি বাড়িয়ে দিয়েছে। বিশেষজ্ঞরা প্রস্তুতি জোরদার করার ওপর গুরুত্ব আরোপ করেছেন। — [427, 344, 782, 426]
story-body: গ্রাহক সেবার মান বাড়াতে ব্যাংকগুলোকে নির্দেশনা দেওয়া হয়েছে। — [794, 833, 1092, 848]
divider — [37, 607, 415, 608]
story-headline: আগামী নির্বাচনে দুর্নীতিবাজ — [1328, 76, 1481, 93]
story-headline: খুলনা জেলা ছাত্র ইউনিয়ন'র — [1325, 586, 1484, 603]
story-body: নামে এক ব্যক্তিকে আটক করেছে পুলিশ। তার বিরুদ্ধে একাধিক মামলা রয়েছে। — [794, 875, 1094, 907]
paper-page-label: দৈনিক জন্মভূমি -২ — [1399, 40, 1531, 60]
editorial-banner — [37, 74, 415, 203]
story-headline: আজ ঢাকায় আসছেন ভুটানের প্রধানমন্ত্রী — [99, 1333, 353, 1353]
story-headline: ভূমিকম্পে হতাহতের — [794, 154, 1094, 186]
story-headline: তালায় ৩ লক্ষাধিক — [794, 662, 1094, 694]
clinic-advertisement — [794, 916, 1094, 1267]
story-body: বাইচ প্রতিযোগিতা অনুষ্ঠিত হয়েছে। হাজারো দর্শক নদীর দুই তীরে ভিড় করেন। — [1106, 1557, 1264, 1606]
